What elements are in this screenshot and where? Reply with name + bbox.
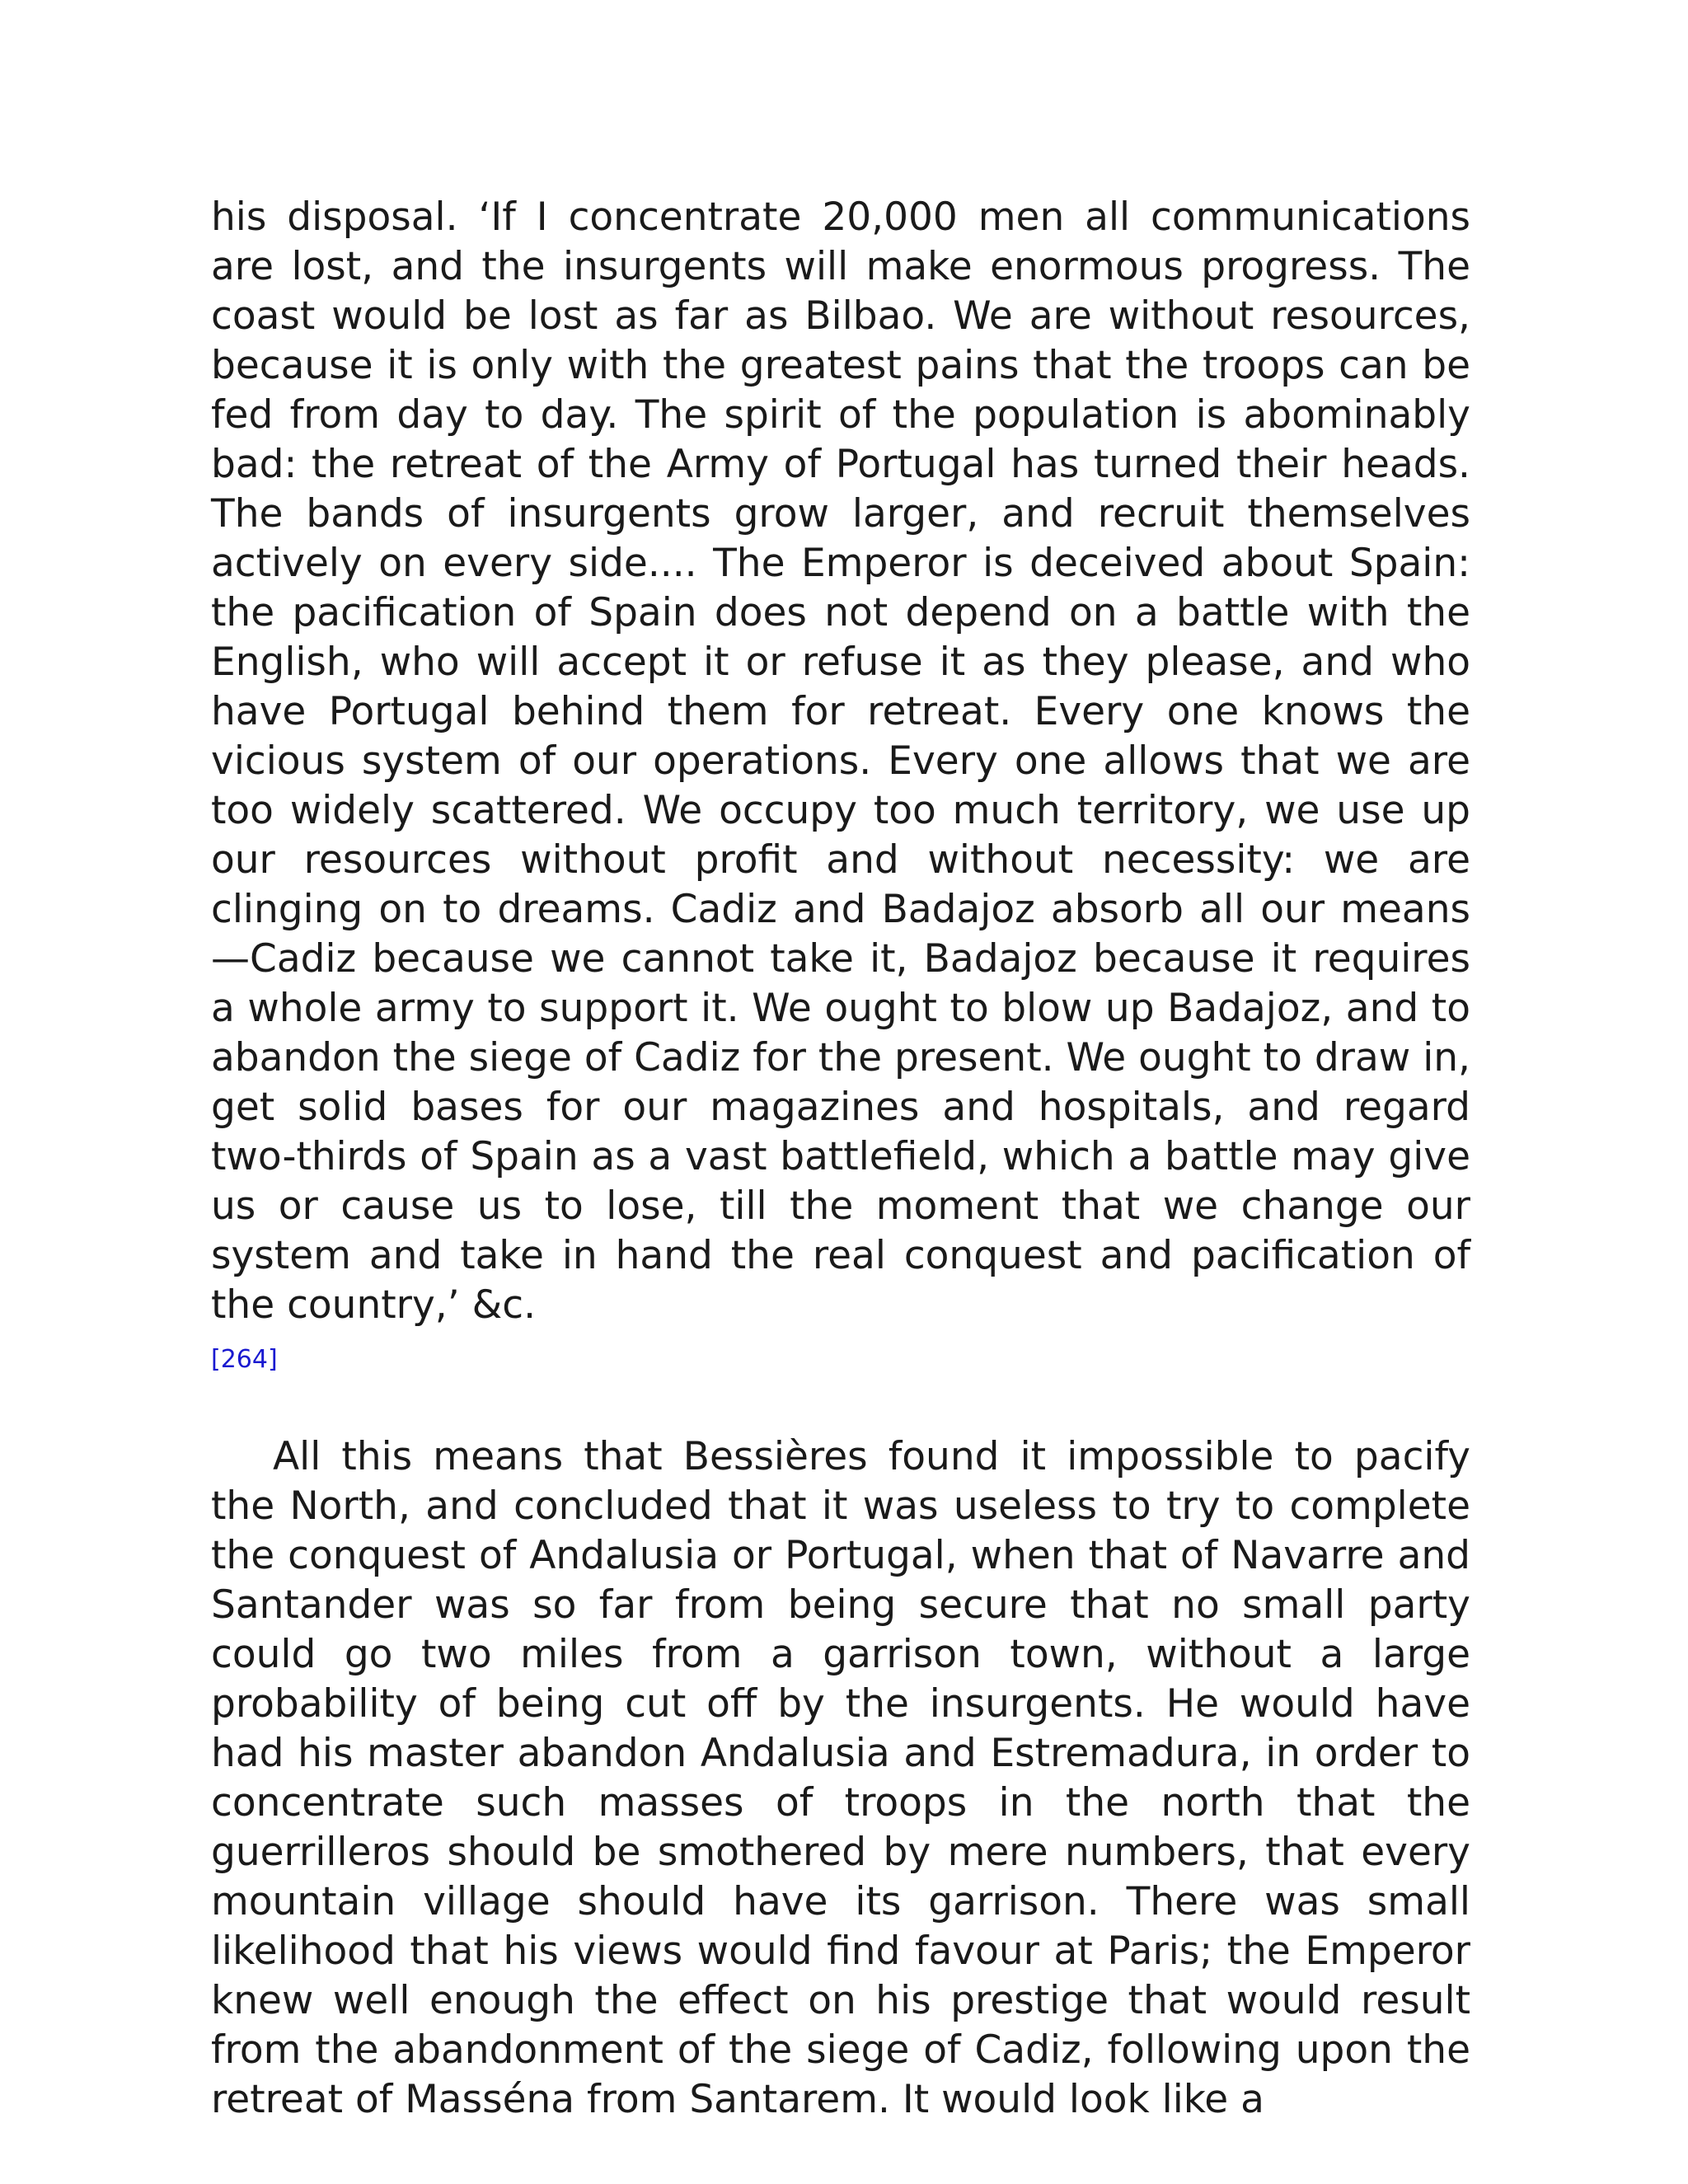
footnote-link-264[interactable]: [264] bbox=[211, 1345, 278, 1374]
document-page bbox=[211, 193, 1470, 2125]
paragraph-spacer bbox=[211, 1380, 1470, 1432]
quoted-paragraph: his disposal. ‘If I concentrate 20,000 men all communications are lost, and the insurgents will make enormous progress. The coast would be lost as far as Bilbao. We are without resources, because it is only with the greatest pains that the troops can be fed from day to day. The spirit of the population is abominably bad: the retreat of the Army of Portugal has turned their heads. The bands of insurgents grow larger, and recruit themselves actively on every side.... The Emperor is deceived about Spain: the pacification of Spain does not depend on a battle with the English, who will accept it or refuse it as they please, and who have Portugal behind them for retreat. Every one knows the vicious system of our operations. Every one allows that we are too widely scattered. We occupy too much territory, we use up our resources without profit and without necessity: we are clinging on to dreams. Cadiz and Badajoz absorb all our means—Cadiz because we cannot take it, Badajoz because it requires a whole army to support it. We ought to blow up Badajoz, and to abandon the siege of Cadiz for the present. We ought to draw in, get solid bases for our magazines and hospitals, and regard two-thirds of Spain as a vast battlefield, which a battle may give us or cause us to lose, till the moment that we change our system and take in hand the real conquest and pacification of the country,’ &c. bbox=[211, 194, 1470, 1328]
footnote-line bbox=[211, 1330, 1470, 1380]
body-paragraph: All this means that Bessières found it impossible to pacify the North, and concluded that it was useless to try to complete the conquest of Andalusia or Portugal, when that of Navarre and Santander was so far from being secure that no small party could go two miles from a garrison town, without a large probability of being cut off by the insurgents. He would have had his master abandon Andalusia and Estremadura, in order to concentrate such masses of troops in the north that the guerrilleros should be smothered by mere numbers, that every mountain village should have its garrison. There was small likelihood that his views would find favour at Paris; the Emperor knew well enough the effect on his prestige that would result from the abandonment of the siege of Cadiz, following upon the retreat of Masséna from Santarem. It would look like a bbox=[211, 1434, 1470, 2122]
